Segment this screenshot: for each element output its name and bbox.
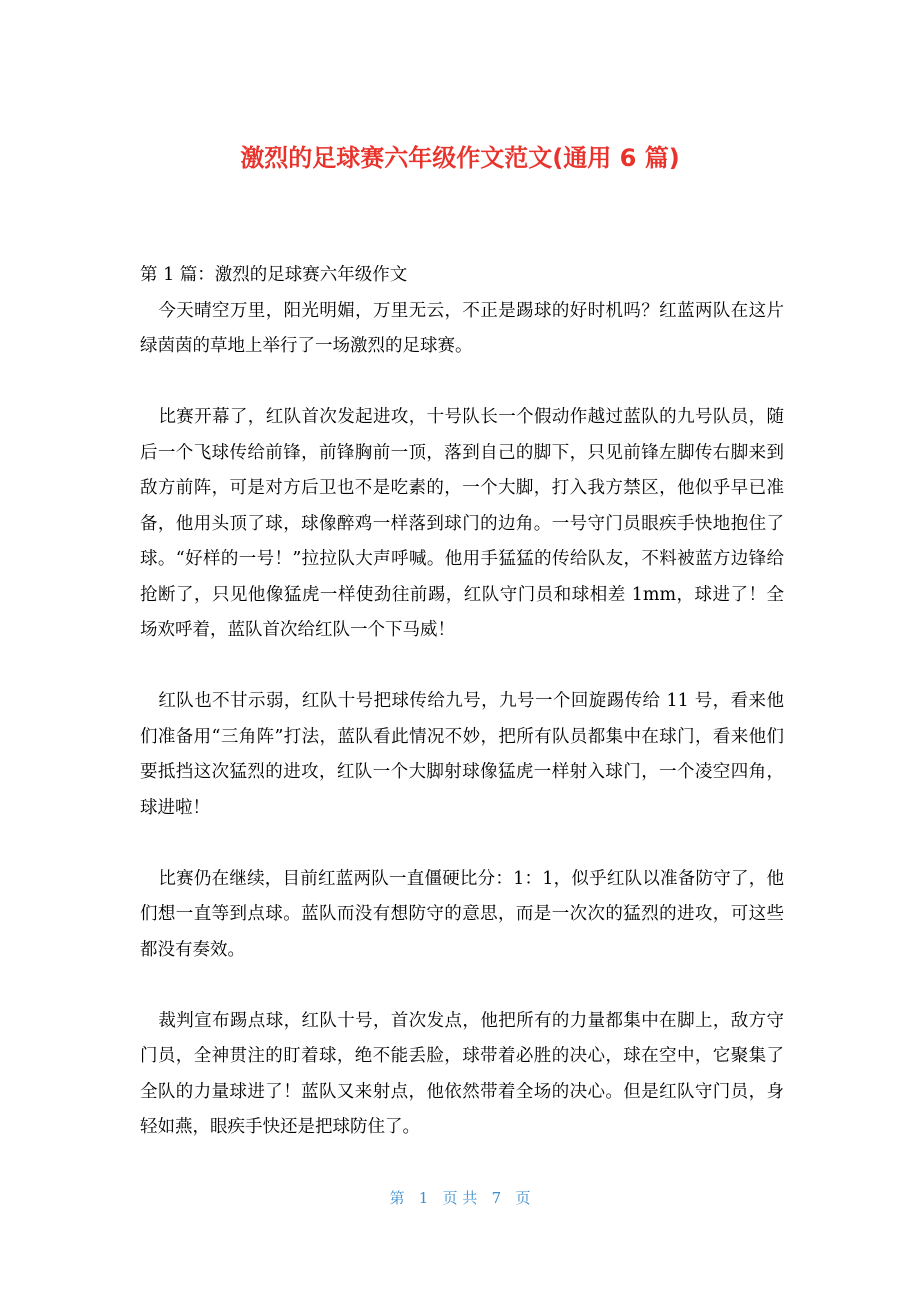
paragraph-1: 今天晴空万里，阳光明媚，万里无云，不正是踢球的好时机吗？红蓝两队在这片绿茵茵的草地上举行了一场激烈的足球赛。 xyxy=(140,300,784,356)
paragraph-4: 比赛仍在继续，目前红蓝两队一直僵硬比分：1：1，似乎红队以准备防守了，他们想一直等到点球。蓝队而没有想防守的意思，而是一次次的猛烈的进攻，可这些都没有奏效。 xyxy=(140,868,784,960)
paragraph-5: 裁判宣布踢点球，红队十号，首次发点，他把所有的力量都集中在脚上，敌方守门员，全神贯注的盯着球，绝不能丢脸，球带着必胜的决心，球在空中，它聚集了全队的力量球进了！蓝队又来射点，他依然带着全场的决心。但是红队守门员，身轻如燕，眼疾手快还是把球防住了。 xyxy=(140,1010,784,1137)
document-title: 激烈的足球赛六年级作文范文(通用 6 篇) xyxy=(240,144,680,172)
paragraph-2: 比赛开幕了，红队首次发起进攻，十号队长一个假动作越过蓝队的九号队员，随后一个飞球传给前锋，前锋胸前一顶，落到自己的脚下，只见前锋左脚传右脚来到敌方前阵，可是对方后卫也不是吃素的，一个大脚，打入我方禁区，他似乎早已准备，他用头顶了球，球像醉鸡一样落到球门的边角。一号守门员眼疾手快地抱住了球。“好样的一号！”拉拉队大声呼喊。他用手猛猛的传给队友，不料被蓝方边锋给抢断了，只见他像猛虎一样使劲往前踢，红队守门员和球相差 1mm，球进了！全场欢呼着，蓝队首次给红队一个下马威！ xyxy=(140,407,784,640)
page-number-footer: 第 1 页 共 7 页 xyxy=(389,1189,531,1207)
document-body xyxy=(140,258,784,1181)
paragraph-3: 红队也不甘示弱，红队十号把球传给九号，九号一个回旋踢传给 11 号，看来他们准备用“三角阵”打法，蓝队看此情况不妙，把所有队员都集中在球门，看来他们要抵挡这次猛烈的进攻，红队一个大脚射球像猛虎一样射入球门，一个凌空四角，球进啦！ xyxy=(140,691,784,818)
section-heading: 第 1 篇：激烈的足球赛六年级作文 xyxy=(140,265,408,285)
